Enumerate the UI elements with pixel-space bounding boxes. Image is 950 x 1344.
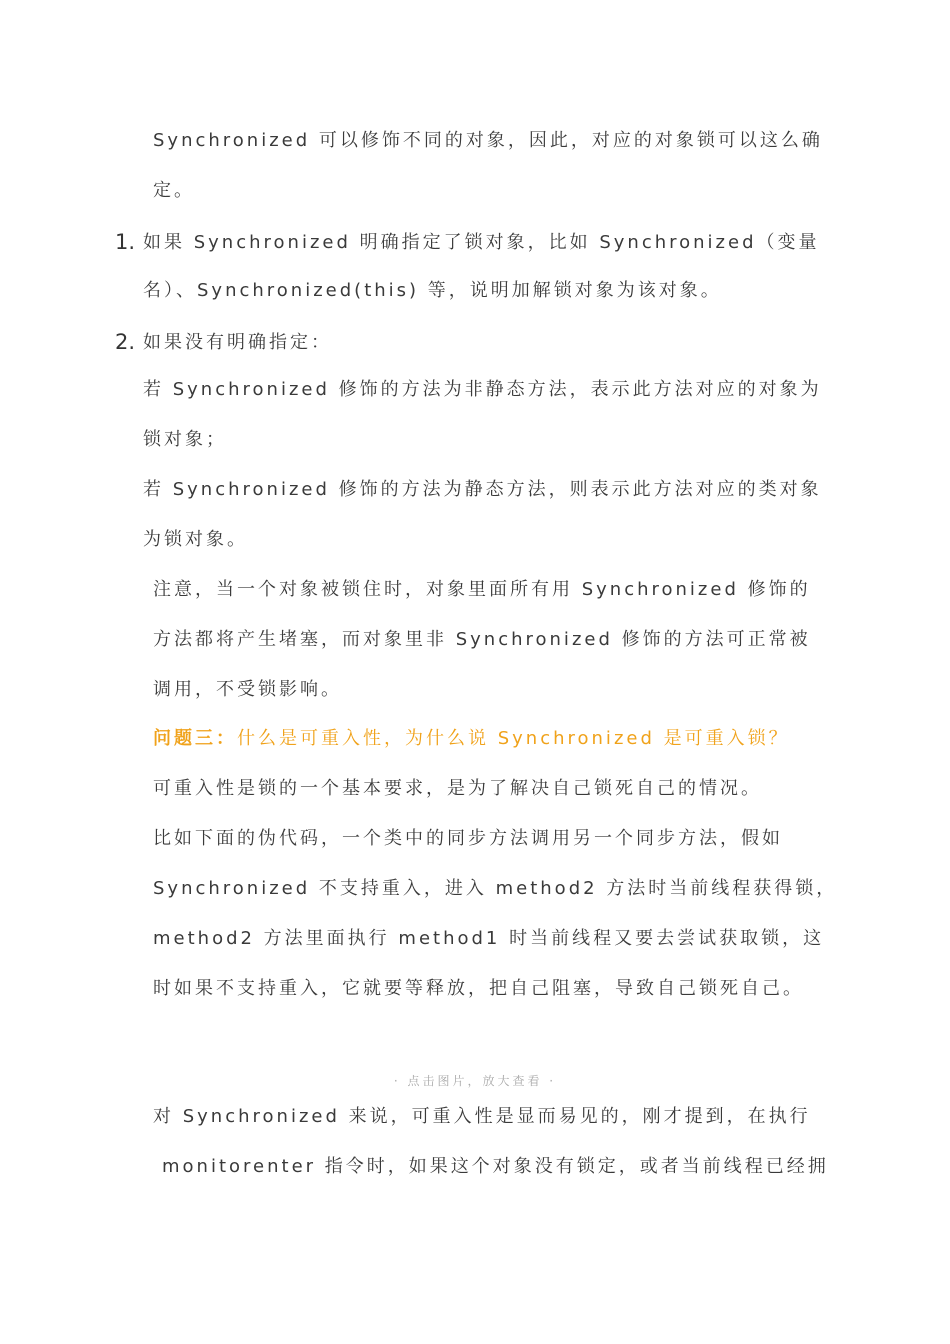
intro-line-2: 定。 <box>153 180 195 201</box>
question-3-heading <box>153 727 790 751</box>
intro-line-1: Synchronized 可以修饰不同的对象，因此，对应的对象锁可以这么确 <box>153 130 823 151</box>
note-line-2: 方法都将产生堵塞，而对象里非 Synchronized 修饰的方法可正常被 <box>153 629 811 650</box>
list-number-1: 1. <box>115 230 136 254</box>
list-item-2-line-1: 如果没有明确指定： <box>143 332 332 353</box>
answer-line-4: method2 方法里面执行 method1 时当前线程又要去尝试获取锁，这 <box>153 928 825 949</box>
answer-line-5: 时如果不支持重入，它就要等释放，把自己阻塞，导致自己锁死自己。 <box>153 978 804 999</box>
list-item-2-sub-1-line-1: 若 Synchronized 修饰的方法为非静态方法，表示此方法对应的对象为 <box>143 379 822 400</box>
list-item-1-line-2: 名）、Synchronized(this) 等，说明加解锁对象为该对象。 <box>143 280 722 301</box>
question-3-text: 什么是可重入性，为什么说 Synchronized 是可重入锁？ <box>237 728 790 749</box>
list-item-2-sub-2-line-1: 若 Synchronized 修饰的方法为静态方法，则表示此方法对应的类对象 <box>143 479 822 500</box>
followup-line-1: 对 Synchronized 来说，可重入性是显而易见的，刚才提到，在执行 <box>153 1106 811 1127</box>
list-number-2: 2. <box>115 330 136 354</box>
answer-line-1: 可重入性是锁的一个基本要求，是为了解决自己锁死自己的情况。 <box>153 778 762 799</box>
answer-line-2: 比如下面的伪代码，一个类中的同步方法调用另一个同步方法，假如 <box>153 828 783 849</box>
list-item-2-sub-1-line-2: 锁对象； <box>143 429 227 450</box>
answer-line-3: Synchronized 不支持重入，进入 method2 方法时当前线程获得锁， <box>153 878 838 899</box>
note-line-1: 注意，当一个对象被锁住时，对象里面所有用 Synchronized 修饰的 <box>153 579 811 600</box>
followup-line-2: monitorenter 指令时，如果这个对象没有锁定，或者当前线程已经拥 <box>162 1156 829 1177</box>
note-line-3: 调用，不受锁影响。 <box>153 679 342 700</box>
question-3-prefix: 问题三： <box>153 728 237 749</box>
image-caption[interactable]: · 点击图片，放大查看 · <box>393 1074 557 1088</box>
list-item-2-sub-2-line-2: 为锁对象。 <box>143 529 248 550</box>
list-item-1-line-1: 如果 Synchronized 明确指定了锁对象，比如 Synchronized（变量 <box>143 232 820 253</box>
